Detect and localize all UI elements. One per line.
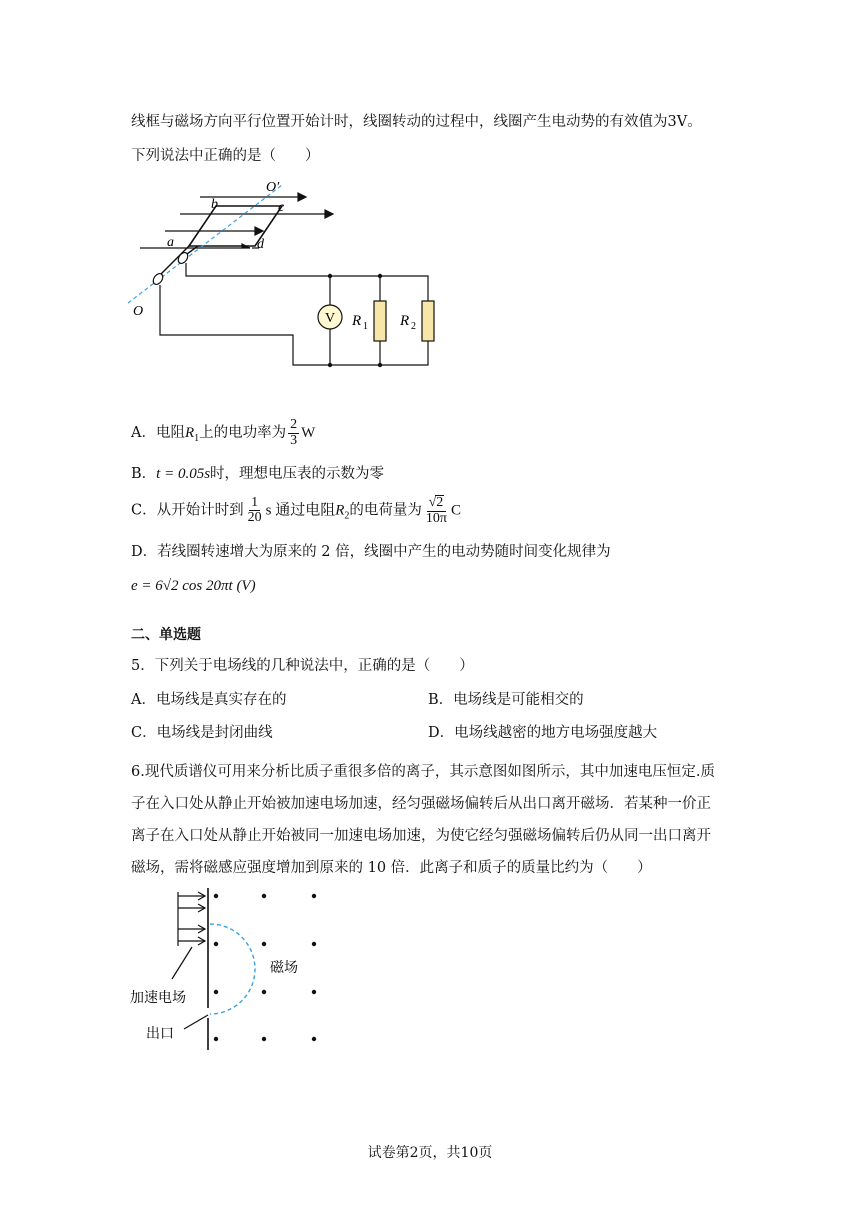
voltmeter-label: V bbox=[324, 311, 336, 326]
coil-frame bbox=[189, 206, 282, 246]
accel-field-arrows bbox=[172, 892, 205, 979]
q4-option-c: C．从开始计时到 $\frac{1}{20}$ s 通过电阻$R_2$的电荷量为 $\frac{√2}{10\pi}$ C bbox=[131, 494, 461, 526]
q4-stem-line2: 下列说法中正确的是（ ） bbox=[131, 148, 320, 164]
accel-label: 加速电场 bbox=[130, 990, 186, 1006]
q4-option-a: A．电阻$R_1$上的电功率为 $\frac{2}{3}$ W bbox=[131, 417, 316, 448]
corner-d: d bbox=[257, 237, 264, 252]
page-footer: 试卷第2页，共10页 bbox=[367, 1145, 493, 1161]
corner-c: c bbox=[278, 200, 285, 215]
ion-trajectory bbox=[210, 924, 255, 1014]
q4-coil-circuit-figure bbox=[120, 175, 450, 375]
q6-line1: 6.现代质谱仪可用来分析比质子重很多倍的离子，其示意图如图所示，其中加速电压恒定.质 bbox=[131, 764, 715, 780]
r1-letter: R bbox=[352, 313, 362, 329]
q4-option-d-line1: D．若线圈转速增大为原来的 2 倍，线圈中产生的电动势随时间变化规律为 bbox=[131, 544, 611, 560]
resistor-r2 bbox=[422, 301, 434, 341]
exit-label: 出口 bbox=[146, 1026, 174, 1042]
q6-line3: 离子在入口处从静止开始被同一加速电场加速，为使它经匀强磁场偏转后仍从同一出口离开 bbox=[131, 828, 711, 844]
axis-bottom-label: O bbox=[133, 304, 144, 319]
q6-spectrometer-figure bbox=[128, 884, 338, 1054]
q5-option-a: A．电场线是真实存在的 bbox=[131, 692, 287, 708]
q5-stem: 5．下列关于电场线的几种说法中，正确的是（ ） bbox=[131, 658, 474, 674]
section-title: 二、单选题 bbox=[131, 627, 201, 643]
q6-line4: 磁场，需将磁感应强度增加到原来的 10 倍．此离子和质子的质量比约为（ ） bbox=[131, 860, 652, 876]
q4-stem-line1: 线框与磁场方向平行位置开始计时，线圈转动的过程中，线圈产生电动势的有效值为3V。 bbox=[131, 114, 702, 130]
r1-sub: 1 bbox=[363, 321, 368, 332]
field-label: 磁场 bbox=[270, 960, 298, 976]
r2-sub: 2 bbox=[411, 321, 416, 332]
q5-option-b: B．电场线是可能相交的 bbox=[428, 692, 584, 708]
q6-line2: 子在入口处从静止开始被加速电场加速，经匀强磁场偏转后从出口离开磁场．若某种一价正 bbox=[131, 796, 711, 812]
q4-option-d-formula: e = 6√2 cos 20πt (V) bbox=[131, 578, 256, 594]
r2-letter: R bbox=[400, 313, 410, 329]
corner-b: b bbox=[211, 197, 218, 212]
corner-a: a bbox=[167, 235, 174, 250]
q5-option-d: D．电场线越密的地方电场强度越大 bbox=[428, 725, 658, 741]
q4-option-b: B．t = 0.05s时，理想电压表的示数为零 bbox=[131, 466, 385, 482]
axis-top-label: O′ bbox=[266, 180, 280, 195]
magnetic-field-dots bbox=[214, 894, 316, 1041]
resistor-r1 bbox=[374, 301, 386, 341]
q5-option-c: C．电场线是封闭曲线 bbox=[131, 725, 273, 741]
